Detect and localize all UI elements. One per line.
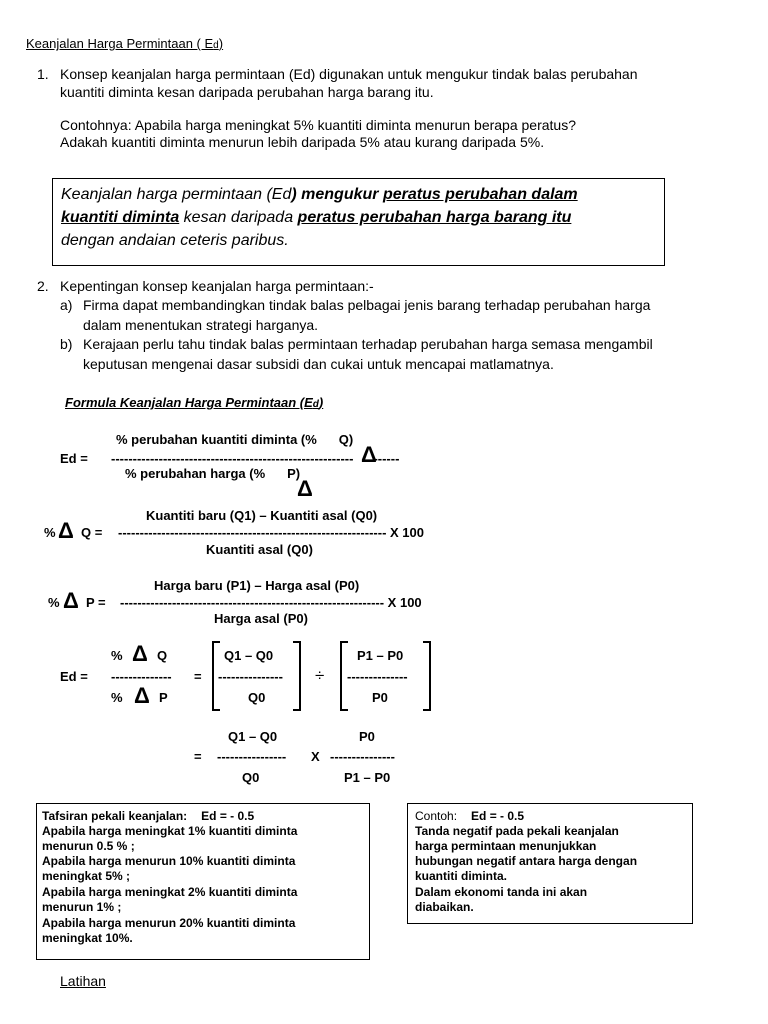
formula-title-subscript: d [312, 399, 319, 410]
definition-line-2 [61, 209, 571, 227]
definition-underlined-2: kuantiti diminta [61, 209, 180, 226]
exercise-heading: Latihan [60, 973, 106, 989]
page-title [26, 36, 223, 51]
interpretation-line-3: menurun 0.5 % ; [42, 839, 135, 853]
definition-text-1: Keanjalan harga permintaan (Ed [61, 186, 292, 203]
definition-underlined-3: peratus perubahan harga barang itu [297, 209, 572, 226]
formula-5-top-1: Q1 – Q0 [228, 729, 278, 744]
formula-4-q: Q [157, 648, 168, 663]
formula-3-fraction-line: ------------------------------------------------------------- X 100 [120, 595, 422, 610]
page-title-text: Keanjalan Harga Permintaan ( E [26, 36, 214, 51]
delta-triangle-icon: Δ [361, 442, 377, 467]
delta-triangle-icon: Δ [297, 476, 313, 501]
formula-5-bottom-1: Q0 [242, 770, 260, 785]
divide-sign: ÷ [315, 666, 325, 685]
bracket-1-top: Q1 – Q0 [224, 648, 274, 663]
item-b-label: b) [60, 336, 73, 352]
formula-1-denominator-end: P) [287, 466, 301, 481]
formula-1-line-b: ------ [373, 451, 400, 466]
item-a-line-1: Firma dapat membandingkan tindak balas pelbagai jenis barang terhadap perubahan harga [83, 297, 651, 313]
item-b-line-2: keputusan mengenai dasar subsidi dan cukai untuk mencapai matlamatnya. [83, 356, 554, 372]
formula-1-fraction-line [111, 451, 399, 466]
delta-triangle-icon: Δ [58, 518, 74, 543]
page-title-subscript: d [213, 40, 219, 51]
definition-underlined-1: peratus perubahan dalam [382, 186, 578, 203]
right-bracket-2 [423, 641, 431, 711]
interpretation-line-8: Apabila harga menurun 20% kuantiti diminta [42, 916, 296, 930]
bracket-2-bottom: P0 [372, 690, 388, 705]
interpretation-heading-text: Tafsiran pekali keanjalan: [42, 809, 188, 823]
delta-triangle-icon: Δ [134, 683, 150, 708]
formula-2-lhs-percent: % [44, 525, 56, 540]
formula-1-numerator-end: Q) [338, 432, 354, 447]
formula-5-top-2: P0 [359, 729, 375, 744]
section-1-line-2: kuantiti diminta kesan daripada perubahan harga barang itu. [60, 84, 434, 100]
interpretation-line-6: Apabila harga meningkat 2% kuantiti diminta [42, 885, 298, 899]
example-line-2: Adakah kuantiti diminta menurun lebih daripada 5% atau kurang daripada 5%. [60, 134, 545, 150]
formula-title-end: ) [318, 395, 324, 410]
interpretation-line-9: meningkat 10%. [42, 931, 133, 945]
item-b-line-1: Kerajaan perlu tahu tindak balas permintaan terhadap perubahan harga semasa mengambil [83, 336, 653, 352]
interpretation-line-5: meningkat 5% ; [42, 869, 131, 883]
definition-text-3: kesan daripada [179, 209, 298, 226]
formula-1-numerator [116, 432, 353, 447]
definition-line-1 [61, 186, 578, 204]
formula-4-lhs: Ed = [60, 669, 88, 684]
formula-5-times: X [311, 749, 320, 764]
example-coefficient: Ed = - 0.5 [471, 809, 525, 823]
example-box-line-2: Tanda negatif pada pekali keanjalan [415, 824, 619, 838]
interpretation-line-4: Apabila harga menurun 10% kuantiti diminta [42, 854, 296, 868]
formula-2-denominator: Kuantiti asal (Q0) [206, 542, 313, 557]
formula-3-numerator: Harga baru (P1) – Harga asal (P0) [154, 578, 360, 593]
formula-2-numerator: Kuantiti baru (Q1) – Kuantiti asal (Q0) [146, 508, 378, 523]
formula-4-percent-q: % [111, 648, 123, 663]
bracket-2-mid: -------------- [347, 669, 408, 684]
interpretation-heading [42, 809, 254, 823]
formula-3-lhs-p: P = [86, 595, 106, 610]
formula-5-equals: = [194, 749, 202, 764]
section-2-number: 2. [37, 278, 49, 294]
formula-2-lhs-q: Q = [81, 525, 103, 540]
page-title-end: ) [218, 36, 224, 51]
section-2-heading: Kepentingan konsep keanjalan harga permintaan:- [60, 278, 374, 294]
formula-4-p: P [159, 690, 168, 705]
formula-4-percent-p: % [111, 690, 123, 705]
formula-3-denominator: Harga asal (P0) [214, 611, 308, 626]
item-a-label: a) [60, 297, 73, 313]
example-heading [415, 809, 524, 823]
example-box-line-4: hubungan negatif antara harga dengan [415, 854, 638, 868]
item-a-line-2: dalam menentukan strategi harganya. [83, 317, 319, 333]
bracket-1-bottom: Q0 [248, 690, 266, 705]
interpretation-line-7: menurun 1% ; [42, 900, 122, 914]
formula-title [65, 395, 323, 410]
formula-1-denominator [125, 466, 300, 481]
example-box-line-7: diabaikan. [415, 900, 474, 914]
right-bracket-1 [293, 641, 301, 711]
bracket-2-top: P1 – P0 [357, 648, 404, 663]
formula-5-mid-2: --------------- [330, 749, 395, 764]
formula-1-numerator-text: % perubahan kuantiti diminta (% [116, 432, 317, 447]
interpretation-line-2: Apabila harga meningkat 1% kuantiti diminta [42, 824, 298, 838]
example-line-1: Contohnya: Apabila harga meningkat 5% kuantiti diminta menurun berapa peratus? [60, 117, 576, 133]
example-box-line-6: Dalam ekonomi tanda ini akan [415, 885, 588, 899]
section-1-line-1: Konsep keanjalan harga permintaan (Ed) digunakan untuk mengukur tindak balas perubahan [60, 66, 638, 82]
formula-4-dash: -------------- [111, 669, 172, 684]
formula-4-equals: = [194, 669, 202, 684]
delta-triangle-icon: Δ [132, 641, 148, 666]
formula-1-denominator-text: % perubahan harga (% [125, 466, 266, 481]
definition-text-2: ) mengukur [291, 186, 383, 203]
formula-5-mid-1: ---------------- [217, 749, 287, 764]
formula-2-fraction-line: -------------------------------------------------------------- X 100 [118, 525, 424, 540]
bracket-1-mid: --------------- [218, 669, 283, 684]
formula-title-text: Formula Keanjalan Harga Permintaan (E [65, 395, 313, 410]
formula-3-lhs-percent: % [48, 595, 60, 610]
definition-line-3: dengan andaian ceteris paribus. [61, 232, 289, 249]
formula-1-lhs: Ed = [60, 451, 88, 466]
example-heading-label: Contoh: [415, 809, 458, 823]
delta-triangle-icon: Δ [63, 588, 79, 613]
example-box-line-5: kuantiti diminta. [415, 869, 508, 883]
interpretation-coefficient: Ed = - 0.5 [201, 809, 255, 823]
formula-1-line-a: -------------------------------------------------------- [111, 451, 354, 466]
section-1-number: 1. [37, 66, 49, 82]
formula-5-bottom-2: P1 – P0 [344, 770, 391, 785]
example-box-line-3: harga permintaan menunjukkan [415, 839, 597, 853]
